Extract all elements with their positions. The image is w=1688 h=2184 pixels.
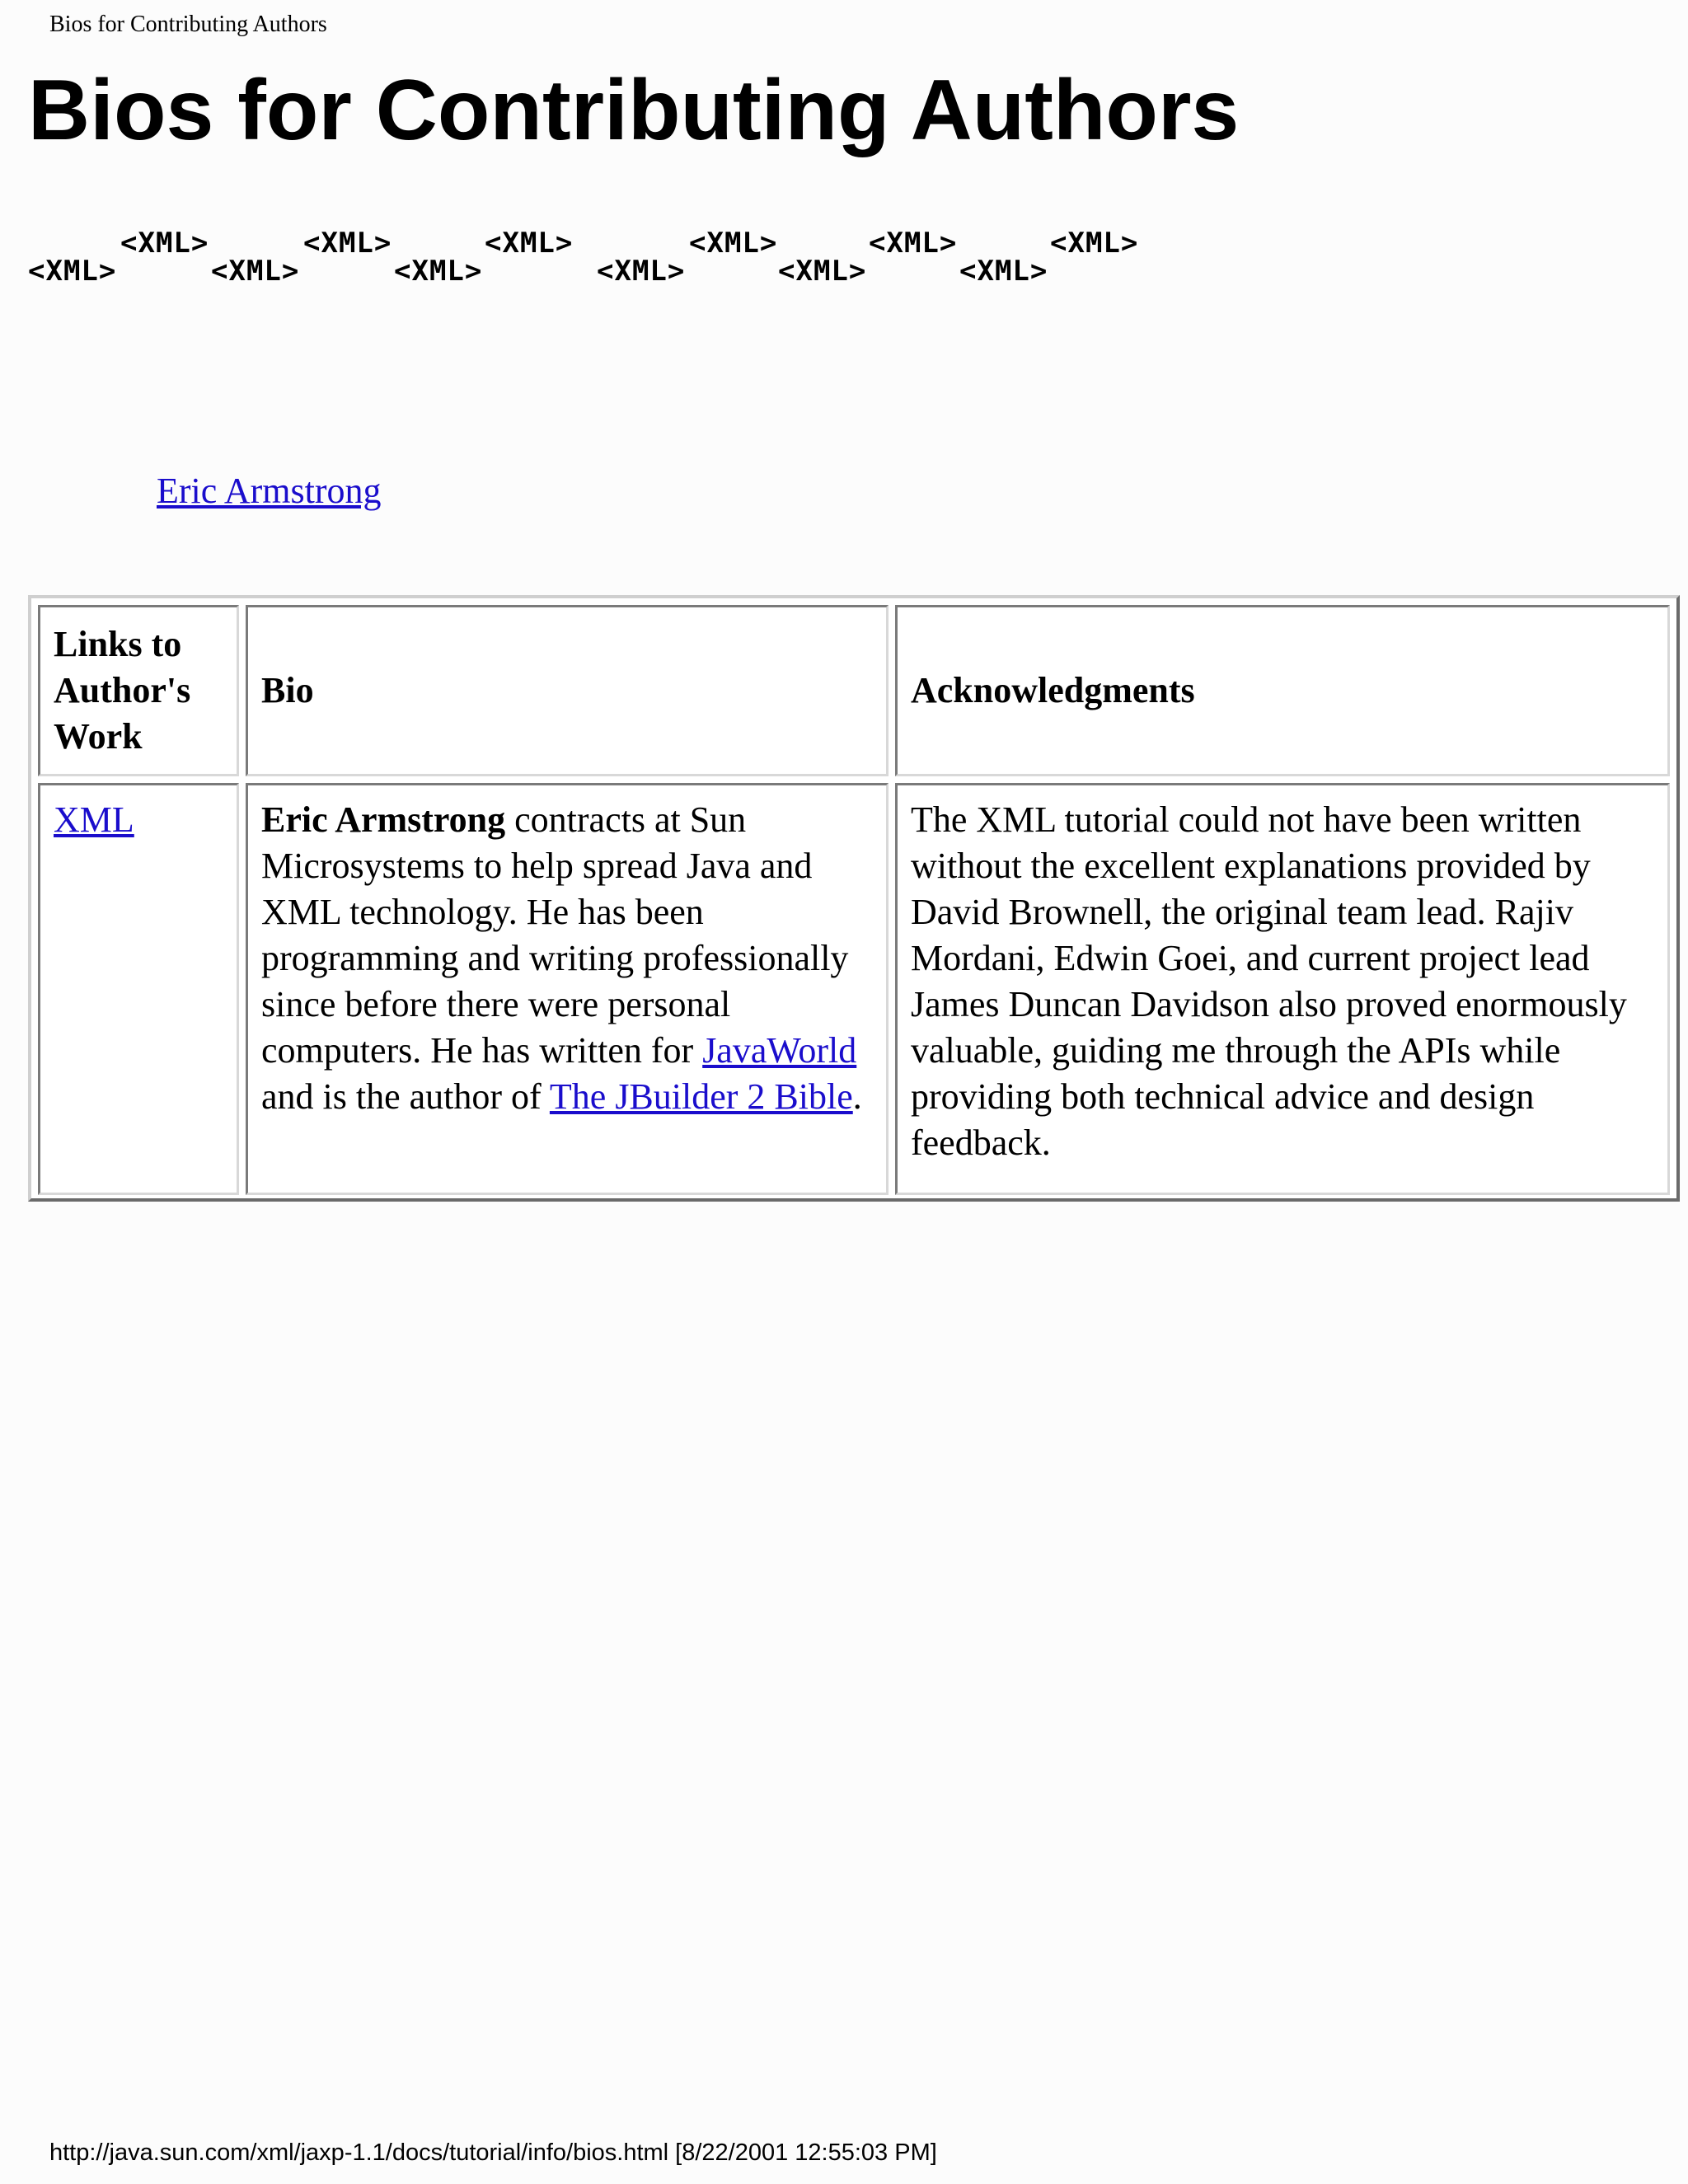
bio-cell	[246, 783, 889, 1195]
xml-tag: <XML>	[485, 227, 574, 260]
xml-tag: <XML>	[394, 255, 483, 288]
header-acknowledgments: Acknowledgments	[895, 605, 1670, 776]
author-anchor-list	[157, 470, 382, 512]
header-bio: Bio	[246, 605, 889, 776]
xml-tag: <XML>	[778, 255, 867, 288]
print-header: Bios for Contributing Authors	[49, 12, 327, 37]
print-footer-url: http://java.sun.com/xml/jaxp-1.1/docs/tutorial/info/bios.html [8/22/2001 12:55:03 PM]	[49, 2139, 937, 2166]
xml-tag: <XML>	[120, 227, 209, 260]
xml-tag: <XML>	[211, 255, 300, 288]
bio-text: .	[852, 1076, 862, 1117]
author-link-eric-armstrong[interactable]: Eric Armstrong	[157, 471, 382, 511]
bio-author-name: Eric Armstrong	[261, 799, 506, 840]
acknowledgments-cell: The XML tutorial could not have been written without the excellent explanations provided by David Brownell, the original team lead. Rajiv Mordani, Edwin Goei, and current project lead James Duncan Davidson also proved enormously valuable, guiding me through the APIs while providing both technical advice and design feedback.	[895, 783, 1670, 1195]
xml-tag: <XML>	[597, 255, 686, 288]
bios-table	[28, 595, 1680, 1202]
xml-tag: <XML>	[959, 255, 1048, 288]
work-links-cell	[38, 783, 239, 1195]
xml-tag: <XML>	[1050, 227, 1139, 260]
xml-tag: <XML>	[869, 227, 958, 260]
bio-text: contracts at Sun Microsystems to help spread Java and XML technology. He has been programming and writing professionally since before there were personal computers. He has written for	[261, 799, 849, 1071]
xml-banner-image	[28, 224, 1165, 290]
jbuilder-bible-link[interactable]: The JBuilder 2 Bible	[549, 1076, 853, 1117]
xml-tag: <XML>	[303, 227, 392, 260]
xml-work-link[interactable]: XML	[54, 799, 134, 840]
xml-tag: <XML>	[689, 227, 778, 260]
xml-tag: <XML>	[28, 255, 117, 288]
page-title: Bios for Contributing Authors	[28, 63, 1240, 158]
javaworld-link[interactable]: JavaWorld	[702, 1030, 857, 1071]
bio-text: and is the author of	[261, 1076, 550, 1117]
header-links-to-work: Links to Author's Work	[38, 605, 239, 776]
